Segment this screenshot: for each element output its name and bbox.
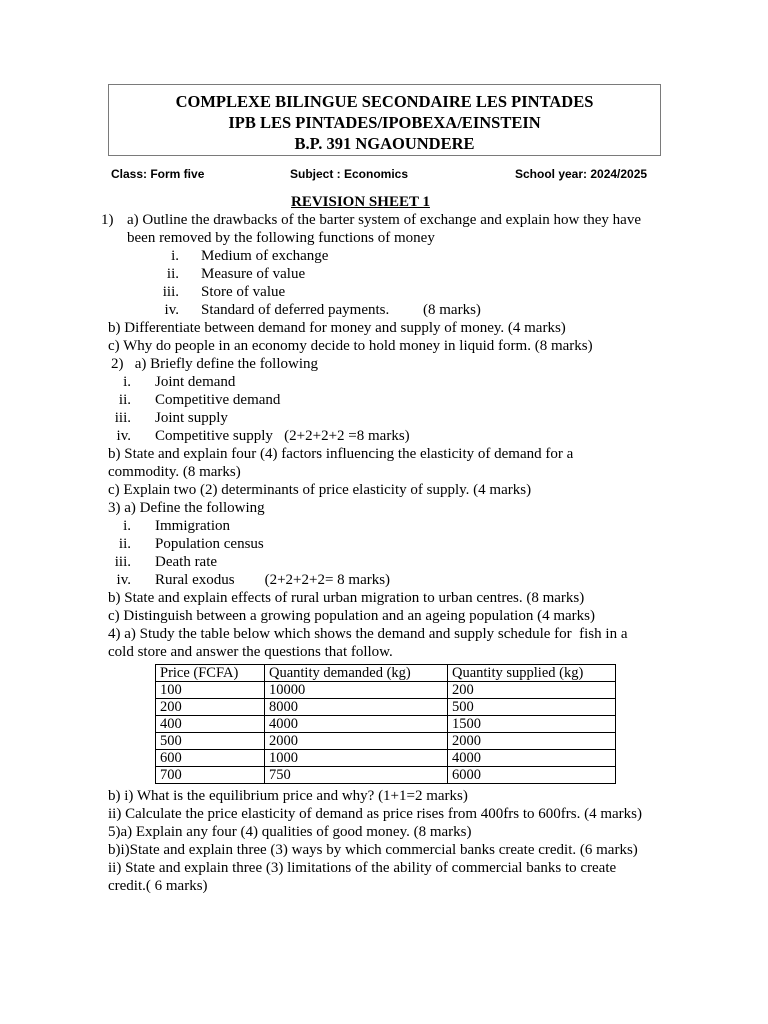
subject-label: Subject : Economics [290,167,409,181]
q4a-line1: 4) a) Study the table below which shows the demand and supply schedule for fish in a [108,626,628,642]
table-header-row [156,665,616,682]
table-cell: 100 [156,682,265,699]
q1a-line1: a) Outline the drawbacks of the barter system of exchange and explain how they have [127,212,641,228]
q4b-i: b) i) What is the equilibrium price and why? (1+1=2 marks) [108,788,468,804]
q1-item-text: Measure of value [201,266,306,282]
school-address: B.P. 391 NGAOUNDERE [294,134,475,153]
q2-item-number: i. [123,374,131,390]
table-cell: 600 [156,750,265,767]
table-row [156,682,616,699]
q1-number: 1) [101,212,114,228]
q3-item-number: iv. [116,572,131,588]
table-cell: 750 [265,767,448,784]
q5b-i: b)i)State and explain three (3) ways by which commercial banks create credit. (6 marks) [108,842,638,858]
q5a: 5)a) Explain any four (4) qualities of good money. (8 marks) [108,824,472,840]
q3-item-text: Immigration [155,518,230,534]
q2-item-number: iii. [114,410,131,426]
table-cell: 10000 [265,682,448,699]
table-cell: 200 [156,699,265,716]
table-cell: 4000 [448,750,616,767]
demand-supply-table [155,664,616,784]
table-cell: 1000 [265,750,448,767]
q1-item-number: i. [171,248,179,264]
table-cell: 8000 [265,699,448,716]
q4a-line2: cold store and answer the questions that follow. [108,644,393,660]
table-cell: 6000 [448,767,616,784]
q3-item-text: Death rate [155,554,218,570]
q2a: 2) a) Briefly define the following [111,356,319,372]
table-cell: 1500 [448,716,616,733]
q3-item-number: ii. [118,536,131,552]
q2b-line1: b) State and explain four (4) factors influencing the elasticity of demand for a [108,446,574,462]
q5b-ii-line1: ii) State and explain three (3) limitations of the ability of commercial banks to create [108,860,617,876]
q1-item-number: iv. [164,302,179,318]
q1b: b) Differentiate between demand for money and supply of money. (4 marks) [108,320,566,336]
sheet-title: REVISION SHEET 1 [291,194,430,210]
school-year-label: School year: 2024/2025 [515,167,648,181]
table-cell: 500 [448,699,616,716]
q3b: b) State and explain effects of rural urban migration to urban centres. (8 marks) [108,590,585,606]
table-cell: 4000 [265,716,448,733]
school-name: COMPLEXE BILINGUE SECONDAIRE LES PINTADES [175,92,594,111]
q1c: c) Why do people in an economy decide to hold money in liquid form. (8 marks) [108,338,593,354]
table-cell: 500 [156,733,265,750]
q1-item-number: ii. [166,266,179,282]
q1-item-text: Medium of exchange [201,248,329,264]
q2-item-text: Competitive supply (2+2+2+2 =8 marks) [155,428,410,444]
class-label: Class: Form five [111,167,205,181]
table-row [156,767,616,784]
table-cell: 200 [448,682,616,699]
table-cell: 2000 [448,733,616,750]
table-row [156,716,616,733]
table-header-cell: Quantity supplied (kg) [448,665,616,682]
table-cell: 2000 [265,733,448,750]
table-row [156,750,616,767]
school-header [108,84,661,156]
table-cell: 700 [156,767,265,784]
school-group: IPB LES PINTADES/IPOBEXA/EINSTEIN [228,113,541,132]
q1-item-text: Store of value [201,284,286,300]
q3-item-text: Rural exodus (2+2+2+2= 8 marks) [155,572,391,588]
table-row [156,733,616,750]
q3c: c) Distinguish between a growing population and an ageing population (4 marks) [108,608,595,624]
q2c: c) Explain two (2) determinants of price elasticity of supply. (4 marks) [108,482,532,498]
q3a: 3) a) Define the following [108,500,265,516]
q2-item-number: iv. [116,428,131,444]
q2-item-text: Joint supply [155,410,228,426]
q1-item-number: iii. [162,284,179,300]
q2-item-number: ii. [118,392,131,408]
table-row [156,699,616,716]
q1a-line2: been removed by the following functions of money [127,230,435,246]
q3-item-text: Population census [155,536,264,552]
q3-item-number: iii. [114,554,131,570]
table-header-cell: Quantity demanded (kg) [265,665,448,682]
table-header-cell: Price (FCFA) [156,665,265,682]
q5b-ii-line2: credit.( 6 marks) [108,878,208,894]
q3-item-number: i. [123,518,131,534]
q2b-line2: commodity. (8 marks) [108,464,241,480]
q2-item-text: Competitive demand [155,392,281,408]
q2-item-text: Joint demand [155,374,236,390]
table-cell: 400 [156,716,265,733]
q4b-ii: ii) Calculate the price elasticity of demand as price rises from 400frs to 600frs. (4 marks) [108,806,642,822]
q1-item-text: Standard of deferred payments. (8 marks) [201,302,481,318]
